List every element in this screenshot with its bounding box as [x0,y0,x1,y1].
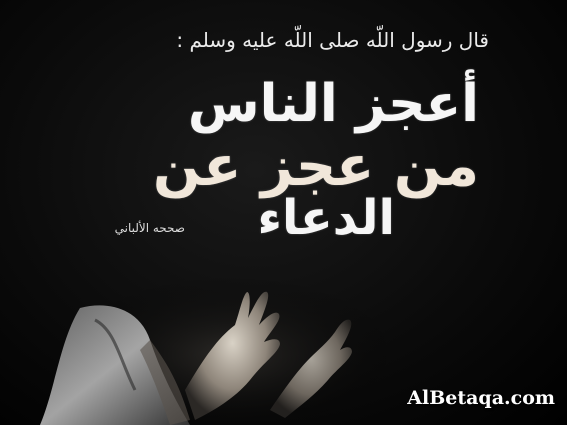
hadith-line-1: أعجز الناس [187,74,479,134]
hadith-grading: صححه الألباني [114,221,185,235]
hadith-intro: قال رسول اللّه صلى اللّه عليه وسلم : [176,28,489,52]
praying-hands-image [0,270,400,425]
site-watermark: AlBetaqa.com [407,387,555,409]
hadith-line-2: من عجز عن [152,134,479,199]
hadith-line-3: الدعاء [257,190,395,246]
